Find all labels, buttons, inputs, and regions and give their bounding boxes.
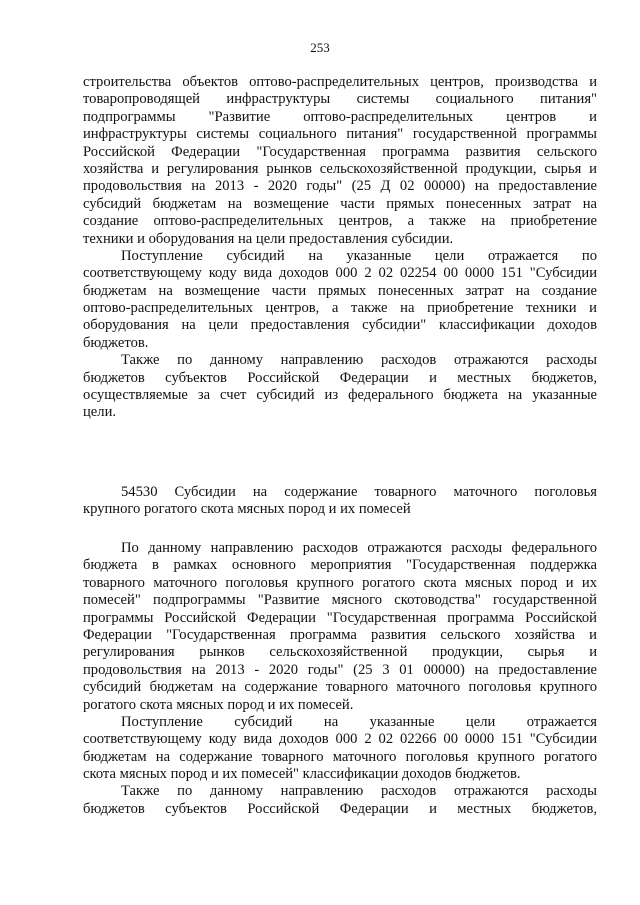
- text-line: продовольствия на 2013 - 2020 годы" (25 3 01 00000) на предоставление: [83, 661, 597, 678]
- page-number: 253: [310, 40, 330, 55]
- text-line: бюджетов субъектов Российской Федерации и местных бюджетов,: [83, 800, 597, 817]
- text-line: По данному направлению расходов отражаются расходы федерального: [121, 540, 597, 556]
- text-line: строительства объектов оптово-распределительных центров, производства и: [83, 74, 597, 90]
- text-line: бюджетов.: [83, 334, 149, 351]
- text-line: программы Российской Федерации "Государственная программа Российской: [83, 609, 597, 626]
- text-line: оптово-распределительных центров, а также на приобретение техники и: [83, 300, 597, 317]
- text-line: Федерации "Государственная программа развития сельского хозяйства и: [83, 626, 597, 643]
- text-line: соответствующему коду вида доходов 000 2 02 02266 00 0000 151 "Субсидии: [83, 731, 597, 748]
- text-line: Поступление субсидий на указанные цели отражается: [121, 713, 597, 730]
- text-line: продовольствия на 2013 - 2020 годы" (25 Д 02 00000) на предоставление: [83, 178, 597, 195]
- text-line: оборудования на цели предоставления субсидии" классификации доходов: [83, 317, 597, 334]
- text-line: субсидий бюджетам на возмещение части прямых понесенных затрат на: [83, 195, 597, 212]
- text-line: цели.: [83, 404, 117, 421]
- text-line: создание оптово-распределительных центров, а также на приобретение: [83, 213, 597, 230]
- text-line: помесей" подпрограммы "Развитие мясного скотоводства" государственной: [83, 592, 597, 609]
- text-line: Также по данному направлению расходов отражаются расходы: [121, 783, 597, 800]
- text-line: техники и оборудования на цели предоставления субсидии.: [83, 230, 454, 247]
- text-line: хозяйства и регулирования рынков сельскохозяйственной продукции, сырья и: [83, 160, 597, 177]
- text-line: бюджетам на возмещение части прямых понесенных затрат на создание: [83, 282, 597, 299]
- text-line: субсидий бюджетам на содержание товарного маточного поголовья крупного: [83, 679, 597, 696]
- text-line: бюджетам на содержание товарного маточного поголовья крупного рогатого: [83, 748, 597, 765]
- text-line: Российской Федерации "Государственная программа развития сельского: [83, 143, 597, 160]
- text-line: инфраструктуры системы социального питания" государственной программы: [83, 126, 597, 143]
- text-line: бюджетов субъектов Российской Федерации и местных бюджетов,: [83, 369, 597, 386]
- text-line: 54530 Субсидии на содержание товарного маточного поголовья: [121, 484, 597, 500]
- text-line: Поступление субсидий на указанные цели отражается по: [121, 247, 597, 264]
- text-block-cattle-subsidies: [83, 540, 597, 818]
- text-line: скота мясных пород и их помесей" классификации доходов бюджетов.: [83, 766, 521, 783]
- text-line: бюджета в рамках основного мероприятия "Государственная поддержка: [83, 557, 597, 574]
- text-line: товаропроводящей инфраструктуры системы социального питания": [83, 91, 597, 108]
- text-line: соответствующему коду вида доходов 000 2 02 02254 00 0000 151 "Субсидии: [83, 265, 597, 282]
- text-line: товарного маточного поголовья крупного рогатого скота мясных пород и их: [83, 574, 597, 591]
- text-line: подпрограммы "Развитие оптово-распределительных центров и: [83, 108, 597, 125]
- text-line: осуществляемые за счет субсидий из федерального бюджета на указанные: [83, 387, 597, 404]
- text-block-wholesale-centers: [83, 74, 597, 422]
- text-line: регулирования рынков сельскохозяйственной продукции, сырья и: [83, 644, 597, 661]
- text-line: Также по данному направлению расходов отражаются расходы: [121, 352, 597, 369]
- text-line: крупного рогатого скота мясных пород и их помесей: [83, 501, 411, 518]
- section-heading-54530: [83, 484, 597, 519]
- text-line: рогатого скота мясных пород и их помесей.: [83, 696, 354, 713]
